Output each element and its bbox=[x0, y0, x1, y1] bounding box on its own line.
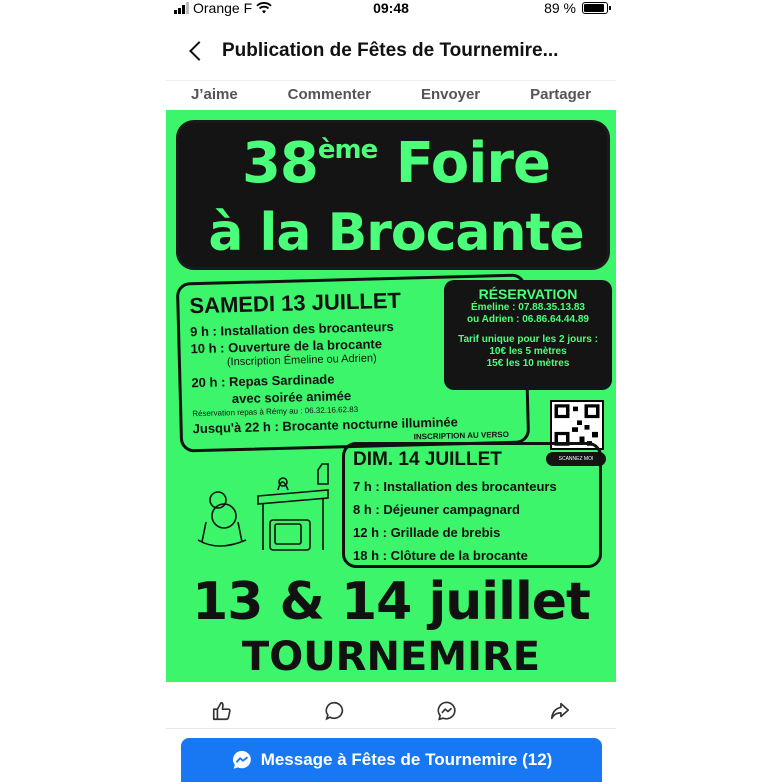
back-chevron-icon[interactable] bbox=[184, 38, 208, 64]
reservation-tarif: Tarif unique pour les 2 jours : bbox=[458, 334, 598, 345]
reservation-price: 15€ les 10 mètres bbox=[486, 358, 570, 369]
program-item: 9 h : Installation des brocanteurs bbox=[189, 318, 394, 340]
message-page-button[interactable] bbox=[181, 738, 602, 782]
comment-bubble-icon[interactable] bbox=[324, 700, 346, 722]
battery-icon bbox=[582, 2, 608, 14]
sunday-heading: DIM. 14 JUILLET bbox=[353, 449, 502, 470]
program-item: 10 h : Ouverture de la brocante bbox=[190, 336, 383, 357]
program-item: 18 h : Clôture de la brocante bbox=[353, 548, 528, 563]
reservation-heading: RÉSERVATION bbox=[478, 286, 578, 302]
program-item: 12 h : Grillade de brebis bbox=[353, 525, 501, 540]
clock: 09:48 bbox=[373, 0, 409, 16]
page-title: Publication de Fêtes de Tournemire... bbox=[222, 40, 559, 61]
poster-title-line2: à la Brocante bbox=[208, 203, 584, 263]
messenger-icon bbox=[231, 749, 253, 771]
reservation-box bbox=[444, 280, 612, 390]
message-button-label: Message à Fêtes de Tournemire (12) bbox=[260, 750, 553, 769]
program-item: 7 h : Installation des brocanteurs bbox=[353, 479, 557, 494]
brocante-illustration bbox=[178, 460, 338, 560]
carrier-name: Orange F bbox=[193, 0, 253, 16]
battery-percent: 89 % bbox=[544, 0, 576, 16]
reservation-contact: ou Adrien : 06.86.64.44.89 bbox=[467, 314, 589, 325]
reservation-price: 10€ les 5 mètres bbox=[489, 346, 567, 357]
like-thumb-icon[interactable] bbox=[211, 700, 233, 722]
messenger-icon[interactable] bbox=[436, 700, 458, 722]
program-item: Jusqu'à 22 h : Brocante nocturne illuminée bbox=[192, 414, 459, 437]
program-note: (Inscription Émeline ou Adrien) bbox=[226, 352, 377, 369]
qr-label: SCANNEZ MOI bbox=[546, 452, 606, 466]
program-item: 20 h : Repas Sardinade bbox=[191, 371, 335, 391]
poster-image[interactable] bbox=[166, 110, 616, 682]
header bbox=[166, 30, 616, 74]
program-note: Réservation repas à Rémy au : 06.32.16.62.83 bbox=[192, 404, 359, 419]
comment-action[interactable]: Commenter bbox=[287, 86, 371, 103]
program-item: avec soirée animée bbox=[231, 388, 352, 407]
program-note: INSCRIPTION AU VERSO bbox=[413, 429, 510, 442]
saturday-heading: SAMEDI 13 JUILLET bbox=[189, 287, 402, 319]
divider bbox=[166, 80, 616, 81]
status-bar bbox=[166, 0, 616, 20]
battery-group bbox=[544, 0, 608, 16]
poster-title-line1: 38ème Foire bbox=[241, 131, 551, 196]
poster-town: TOURNEMIRE bbox=[241, 634, 541, 680]
send-action[interactable]: Envoyer bbox=[420, 86, 481, 103]
reservation-contact: Émeline : 07.88.35.13.83 bbox=[471, 302, 585, 313]
divider bbox=[166, 728, 616, 729]
poster-title-box bbox=[176, 120, 610, 270]
program-item: 8 h : Déjeuner campagnard bbox=[353, 502, 520, 517]
post-actions bbox=[166, 82, 616, 110]
like-action[interactable]: J’aime bbox=[190, 86, 238, 103]
share-action[interactable]: Partager bbox=[530, 86, 591, 103]
sunday-program bbox=[342, 442, 602, 568]
reaction-bar bbox=[166, 696, 616, 726]
share-arrow-icon[interactable] bbox=[549, 700, 571, 722]
poster-dates: 13 & 14 juillet bbox=[192, 572, 590, 632]
phone-screen bbox=[166, 0, 616, 782]
